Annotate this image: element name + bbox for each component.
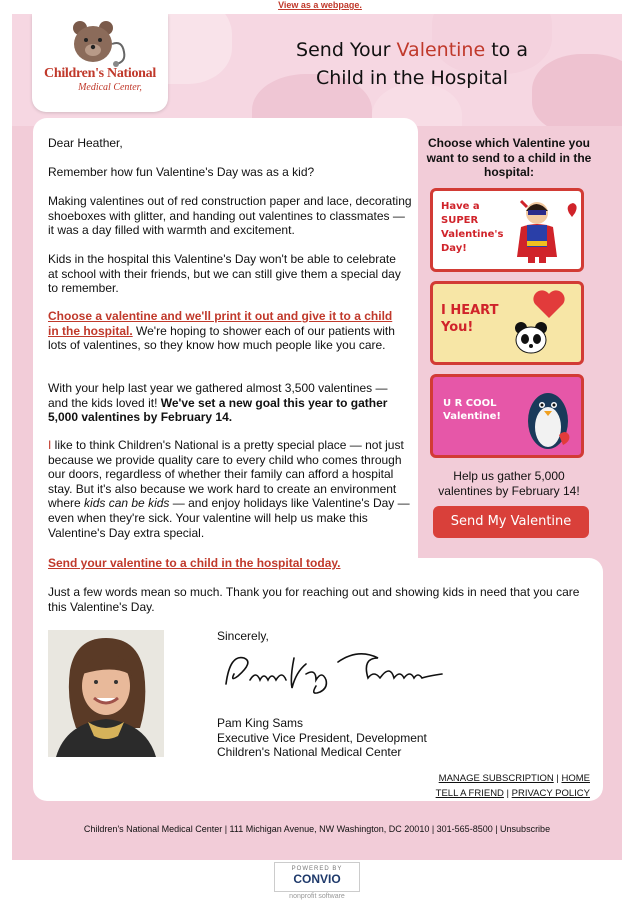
manage-subscription-link[interactable]: MANAGE SUBSCRIPTION — [438, 773, 554, 784]
convio-badge[interactable] — [274, 862, 360, 892]
valentine-card-cool[interactable] — [430, 374, 584, 458]
goal-statement: We've set a new goal this year to gather 5,000 valentines by February 14. — [48, 395, 388, 425]
send-valentine-link[interactable]: Send your valentine to a child in the hospital today. — [48, 556, 341, 570]
paragraph-text: I — [48, 438, 52, 452]
headline-line2: Child in the Hospital — [315, 67, 509, 89]
privacy-policy-link[interactable]: PRIVACY POLICY — [511, 788, 590, 799]
top-bar — [0, 0, 640, 14]
card-text: Valentine! — [443, 411, 501, 422]
paragraph-text: We're hoping to shower each of our patients with lots of valentines, so they know how much people like you care. — [48, 323, 395, 353]
paragraph: Making valentines out of red construction paper and lace, decorating shoeboxes with glitter, and handing out valentines to classmates — it was a day filled with warmth and excitement. — [48, 194, 412, 238]
signer-title: Executive Vice President, Development — [217, 731, 427, 745]
teddy-bear-icon — [32, 16, 168, 68]
valentine-card-super[interactable] — [430, 188, 584, 272]
home-link[interactable]: HOME — [561, 773, 590, 784]
card-text: Valentine's — [441, 229, 504, 240]
hero-banner — [12, 14, 622, 126]
signer-org: Children's National Medical Center — [217, 745, 402, 759]
portrait-image — [48, 630, 164, 757]
paragraph-text: With your help last year we gathered almost 3,500 valentines — and the kids loved it! — [48, 381, 388, 410]
paragraph: Kids in the hospital this Valentine's Day won't be able to celebrate at school with their friends, but we can still give them a special day to remember. — [48, 252, 401, 296]
logo[interactable] — [32, 14, 168, 112]
card-text: Day! — [441, 243, 467, 254]
emphasis: kids can be kids — [84, 496, 170, 511]
footer-links-row2 — [436, 788, 590, 799]
sign-off: Sincerely, — [217, 629, 269, 643]
sidebar-title: Choose which Valentine you want to send to a child in the hospital: — [426, 136, 592, 180]
card-label — [443, 397, 501, 423]
card-label — [441, 302, 498, 336]
card-text: U R COOL — [443, 398, 497, 409]
card-text: SUPER — [441, 215, 479, 226]
heart-icon — [531, 288, 567, 320]
separator: | — [553, 773, 562, 784]
headline-part: to a — [485, 39, 528, 61]
paragraph — [48, 556, 418, 571]
separator: | — [503, 788, 512, 799]
paragraph — [48, 438, 410, 540]
valentine-card-heart[interactable] — [430, 281, 584, 365]
send-my-valentine-button[interactable]: Send My Valentine — [433, 506, 589, 538]
nonprofit-software-label: nonprofit software — [289, 893, 345, 900]
greeting: Dear Heather, — [48, 136, 123, 150]
panda-icon — [511, 318, 551, 358]
paragraph: Just a few words mean so much. Thank you for reaching out and showing kids in need that you care this Valentine's Day. — [48, 585, 580, 614]
signer-name: Pam King Sams — [217, 716, 304, 730]
footer-address: Children's National Medical Center | 111 Michigan Avenue, NW Washington, DC 20010 | 301-565-8500 | Unsubscribe — [83, 824, 551, 834]
headline-valentine-word: Valentine — [396, 39, 486, 61]
paragraph-text: — and enjoy holidays like Valentine's Day — even when they're sick. Your valentine will help us make this Valentine's Day extra special. — [48, 496, 410, 540]
choose-valentine-link[interactable]: Choose a valentine and we'll print it out and give it to a child in the hospital. — [48, 309, 393, 338]
logo-subtitle: Medical Center, — [78, 82, 142, 93]
powered-by-label: POWERED BY — [291, 866, 343, 872]
signer-photo — [48, 630, 164, 757]
superhero-icon — [509, 193, 579, 269]
signature-image — [220, 644, 460, 702]
paragraph — [48, 381, 410, 425]
paragraph-text: like to think Children's National is a pretty special place — not just because we provide quality care to every child who comes through our doors, regardless of whether their family can afford a hospital stay. But it's also because we work hard to create an environment where — [48, 438, 404, 511]
paragraph: Remember how fun Valentine's Day was as a kid? — [48, 165, 315, 179]
paragraph — [48, 309, 403, 353]
tell-a-friend-link[interactable]: TELL A FRIEND — [435, 788, 504, 799]
view-as-webpage-link[interactable]: View as a webpage. — [278, 0, 362, 10]
card-label — [441, 200, 503, 256]
convio-logo-text: CONVIO — [293, 872, 341, 886]
card-text: You! — [441, 320, 474, 335]
gather-goal-text: Help us gather 5,000 valentines by February 14! — [438, 469, 580, 498]
card-text: Have a — [441, 201, 480, 212]
headline-part: Send Your — [296, 39, 397, 61]
email-frame — [12, 14, 622, 860]
footer-links-row1 — [439, 773, 590, 784]
card-text: I HEART — [441, 303, 499, 318]
page-title — [232, 36, 592, 92]
logo-name: Children's National — [44, 66, 156, 81]
penguin-icon — [523, 381, 573, 453]
